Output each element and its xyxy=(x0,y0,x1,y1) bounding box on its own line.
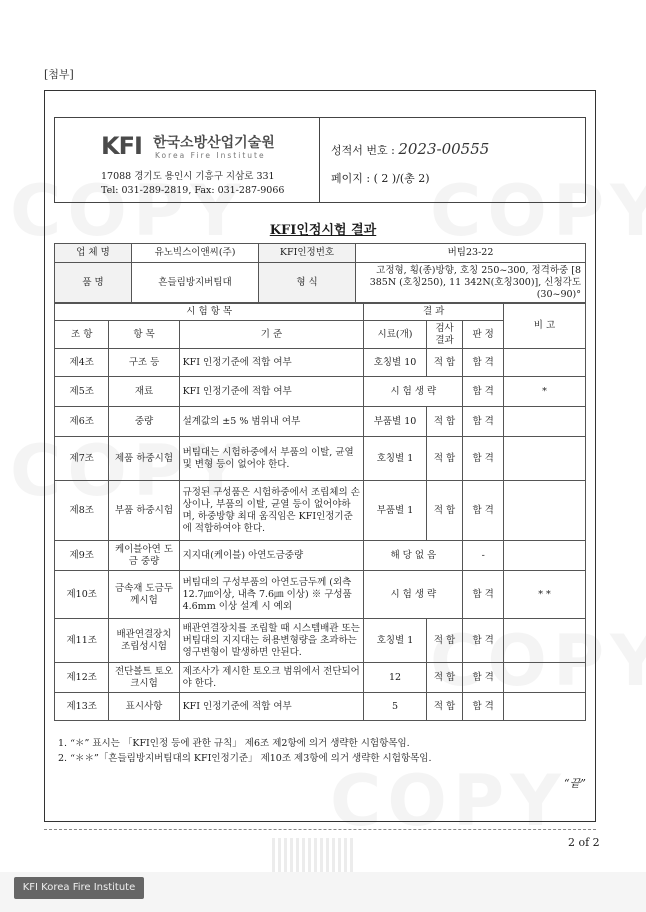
table-row xyxy=(55,619,586,663)
row-criteria: 지지대(케이블) 아연도금중량 xyxy=(179,541,364,571)
row-samples: 호칭별 1 xyxy=(364,619,426,663)
contact-line: Tel: 031-289-2819, Fax: 031-287-9066 xyxy=(101,185,285,196)
row-check: 적 합 xyxy=(426,481,463,541)
report-number-label: 성적서 번호 : xyxy=(331,144,395,157)
cert-number-label: KFI인정번호 xyxy=(259,244,356,263)
attachment-label: [첨부] xyxy=(44,68,74,81)
row-article: 제5조 xyxy=(55,377,109,407)
row-verdict: 합 격 xyxy=(463,481,504,541)
row-criteria: KFI 인정기준에 적합 여부 xyxy=(179,377,364,407)
row-remark xyxy=(503,349,585,377)
row-verdict: 합 격 xyxy=(463,571,504,619)
row-samples: 시 험 생 략 xyxy=(364,571,463,619)
row-item: 구조 등 xyxy=(109,349,179,377)
col-samples: 시료(개) xyxy=(364,321,426,349)
kfi-logo xyxy=(101,132,311,164)
cert-number-value: 버팀23-22 xyxy=(356,244,586,263)
seal-stamp xyxy=(272,838,354,872)
row-samples: 호칭별 1 xyxy=(364,437,426,481)
row-samples: 부품별 10 xyxy=(364,407,426,437)
row-verdict: 합 격 xyxy=(463,693,504,721)
col-criteria: 기 준 xyxy=(179,321,364,349)
row-samples: 5 xyxy=(364,693,426,721)
document-title: KFI인정시험 결과 xyxy=(269,223,377,238)
row-article: 제10조 xyxy=(55,571,109,619)
row-criteria: 배관연결장치를 조립할 때 시스템배관 또는 버팀대의 지지대는 허용변형량을 초과하는 영구변형이 발생하면 안된다. xyxy=(179,619,364,663)
row-samples: 부품별 1 xyxy=(364,481,426,541)
row-article: 제7조 xyxy=(55,437,109,481)
row-article: 제8조 xyxy=(55,481,109,541)
row-criteria: 제조사가 제시한 토오크 범위에서 전단되어야 한다. xyxy=(179,663,364,693)
row-article: 제9조 xyxy=(55,541,109,571)
row-remark: * * xyxy=(503,571,585,619)
test-items-header: 시 험 항 목 xyxy=(55,303,364,321)
row-check: 적 합 xyxy=(426,437,463,481)
row-check: 적 합 xyxy=(426,407,463,437)
report-header xyxy=(54,117,586,203)
col-check: 검사 결과 xyxy=(426,321,463,349)
footnote: 2. “＊＊”「흔들림방지버팀대의 KFI인정기준」 제10조 제3항에 의거 생략한 시험항목임. xyxy=(58,753,432,764)
page-separator xyxy=(44,829,596,830)
row-article: 제13조 xyxy=(55,693,109,721)
report-number xyxy=(331,140,489,158)
col-item: 항 목 xyxy=(109,321,179,349)
row-check: 적 합 xyxy=(426,349,463,377)
report-number-value: 2023-00555 xyxy=(398,140,490,158)
company-value: 유노빅스이앤씨(주) xyxy=(132,244,259,263)
row-verdict: - xyxy=(463,541,504,571)
table-row xyxy=(55,541,586,571)
row-verdict: 합 격 xyxy=(463,437,504,481)
row-item: 재료 xyxy=(109,377,179,407)
row-criteria: KFI 인정기준에 적합 여부 xyxy=(179,693,364,721)
product-info-table xyxy=(54,243,586,304)
row-article: 제6조 xyxy=(55,407,109,437)
page-number: 2 of 2 xyxy=(568,836,600,849)
table-row xyxy=(55,571,586,619)
row-article: 제12조 xyxy=(55,663,109,693)
header-divider xyxy=(319,118,320,202)
remarks-header: 비 고 xyxy=(503,303,585,349)
footer-logo-badge: KFI Korea Fire Institute xyxy=(14,877,144,899)
table-row xyxy=(55,349,586,377)
row-check: 적 합 xyxy=(426,619,463,663)
footnote: 1. “＊” 표시는 「KFI인정 등에 관한 규칙」 제6조 제2항에 의거 생략한 시험항목임. xyxy=(58,738,410,749)
table-row xyxy=(55,693,586,721)
row-item: 배관연결장치 조립성시험 xyxy=(109,619,179,663)
row-check: 적 합 xyxy=(426,663,463,693)
row-criteria: 버팀대의 구성부품의 아연도금두께 (외측 12.7㎛이상, 내측 7.6㎛ 이상) ※ 구성품 4.6mm 이상 설계 시 예외 xyxy=(179,571,364,619)
row-criteria: KFI 인정기준에 적합 여부 xyxy=(179,349,364,377)
table-row xyxy=(55,437,586,481)
col-article: 조 항 xyxy=(55,321,109,349)
row-remark: * xyxy=(503,377,585,407)
row-item: 전단볼트 토오크시험 xyxy=(109,663,179,693)
row-samples: 12 xyxy=(364,663,426,693)
row-verdict: 합 격 xyxy=(463,407,504,437)
row-criteria: 규정된 구성품은 시험하중에서 조립체의 손상이나, 부품의 이탈, 균열 등이 없어야하며, 하중방향 최대 움직임은 KFI인정기준에 적합하여야 한다. xyxy=(179,481,364,541)
row-item: 제품 하중시험 xyxy=(109,437,179,481)
results-header: 결 과 xyxy=(364,303,504,321)
row-item: 표시사항 xyxy=(109,693,179,721)
row-verdict: 합 격 xyxy=(463,377,504,407)
test-results-table xyxy=(54,302,586,721)
row-item: 부품 하중시험 xyxy=(109,481,179,541)
row-verdict: 합 격 xyxy=(463,349,504,377)
col-verdict: 판 정 xyxy=(463,321,504,349)
table-row xyxy=(55,663,586,693)
row-remark xyxy=(503,407,585,437)
row-item: 금속재 도금두께시험 xyxy=(109,571,179,619)
row-article: 제11조 xyxy=(55,619,109,663)
row-verdict: 합 격 xyxy=(463,663,504,693)
row-check: 적 합 xyxy=(426,693,463,721)
org-address xyxy=(101,170,284,198)
row-remark xyxy=(503,663,585,693)
row-criteria: 버팀대는 시험하중에서 부품의 이탈, 균열 및 변형 등이 없어야 한다. xyxy=(179,437,364,481)
row-item: 케이블아연 도금 중량 xyxy=(109,541,179,571)
company-label: 업 체 명 xyxy=(55,244,132,263)
row-remark xyxy=(503,437,585,481)
org-name-kr: 한국소방산업기술원 xyxy=(153,135,275,151)
table-row xyxy=(55,481,586,541)
row-remark xyxy=(503,619,585,663)
kfi-logo-mark: KFI xyxy=(101,132,142,160)
org-name-en: Korea Fire Institute xyxy=(155,151,266,160)
row-remark xyxy=(503,481,585,541)
model-value: 고정형, 횡(종)방향, 호칭 250~300, 정격하중 [8 385N (호칭250), 11 342N(호칭300)], 신청각도 (30~90)° xyxy=(356,263,586,304)
end-mark: “끝” xyxy=(564,777,586,790)
product-label: 품 명 xyxy=(55,263,132,304)
row-samples: 해 당 없 음 xyxy=(364,541,463,571)
row-article: 제4조 xyxy=(55,349,109,377)
row-samples: 호칭별 10 xyxy=(364,349,426,377)
table-row xyxy=(55,407,586,437)
row-criteria: 설계값의 ±5 % 범위내 여부 xyxy=(179,407,364,437)
model-label: 형 식 xyxy=(259,263,356,304)
row-item: 중량 xyxy=(109,407,179,437)
table-row xyxy=(55,377,586,407)
row-samples: 시 험 생 략 xyxy=(364,377,463,407)
row-remark xyxy=(503,541,585,571)
page-indicator: 페이지 : ( 2 )/(총 2) xyxy=(331,172,430,185)
footnotes xyxy=(58,736,431,766)
row-verdict: 합 격 xyxy=(463,619,504,663)
product-value: 흔들림방지버팀대 xyxy=(132,263,259,304)
row-remark xyxy=(503,693,585,721)
address-line: 17088 경기도 용인시 기흥구 지삼로 331 xyxy=(101,171,275,182)
